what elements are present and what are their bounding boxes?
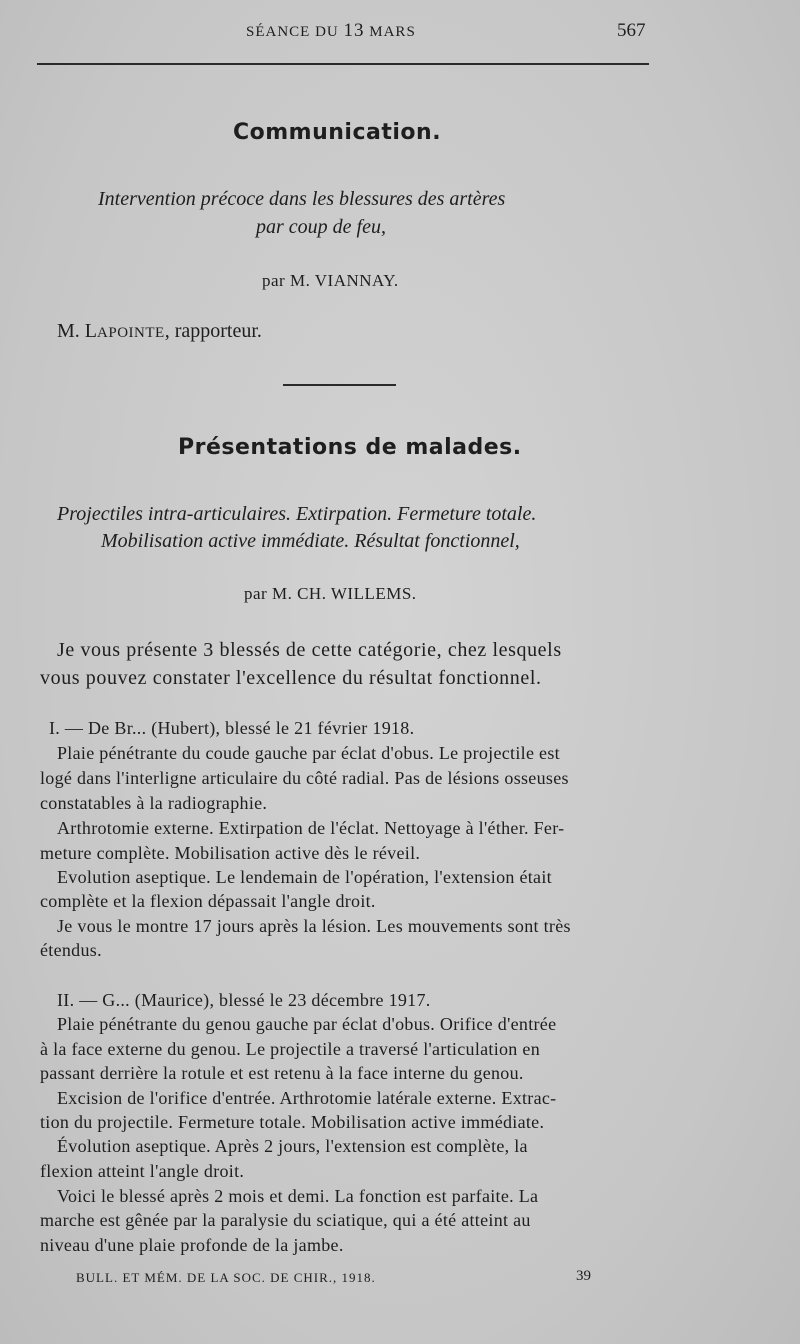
presentations-title-line-1: Projectiles intra-articulaires. Extirpation. Fermeture totale.: [57, 503, 537, 525]
rapporteur-prefix: M.: [57, 320, 85, 342]
header-rule: [37, 63, 649, 65]
case-2-header: II. — G... (Maurice), blessé le 23 décembre 1917.: [57, 990, 431, 1010]
body-line: Evolution aseptique. Le lendemain de l'opération, l'extension était: [57, 867, 552, 887]
body-line: logé dans l'interligne articulaire du côté radial. Pas de lésions osseuses: [40, 768, 569, 788]
presentations-heading: Présentations de malades.: [178, 435, 522, 460]
body-line: niveau d'une plaie profonde de la jambe.: [40, 1235, 344, 1255]
body-line: Je vous présente 3 blessés de cette catégorie, chez lesquels: [57, 639, 562, 661]
body-line: vous pouvez constater l'excellence du résultat fonctionnel.: [40, 667, 542, 689]
body-line: marche est gênée par la paralysie du sciatique, qui a été atteint au: [40, 1210, 531, 1230]
presentations-byline: par M. CH. WILLEMS.: [244, 584, 417, 603]
body-line: à la face externe du genou. Le projectile a traversé l'articulation en: [40, 1039, 540, 1059]
rapporteur-line: [57, 320, 262, 343]
body-line: complète et la flexion dépassait l'angle droit.: [40, 891, 376, 911]
page-number: 567: [617, 20, 646, 41]
body-line: meture complète. Mobilisation active dès le réveil.: [40, 843, 421, 863]
body-line: étendus.: [40, 940, 102, 960]
rapporteur-suffix: , rapporteur.: [164, 320, 262, 342]
footer-signature-number: 39: [576, 1268, 591, 1284]
communication-title-line-1: Intervention précoce dans les blessures des artères: [98, 188, 506, 210]
body-line: tion du projectile. Fermeture totale. Mobilisation active immédiate.: [40, 1112, 545, 1132]
running-head-title: [246, 20, 416, 42]
body-line: Je vous le montre 17 jours après la lésion. Les mouvements sont très: [57, 916, 571, 936]
running-head-suffix: MARS: [364, 24, 416, 40]
body-line: Excision de l'orifice d'entrée. Arthrotomie latérale externe. Extrac-: [57, 1088, 557, 1108]
body-line: Arthrotomie externe. Extirpation de l'éclat. Nettoyage à l'éther. Fer-: [57, 818, 565, 838]
communication-byline: par M. VIANNAY.: [262, 271, 399, 290]
presentations-title-line-2: Mobilisation active immédiate. Résultat fonctionnel,: [101, 530, 520, 552]
running-head: [0, 20, 800, 44]
communication-title-line-2: par coup de feu,: [256, 216, 386, 238]
body-line: Voici le blessé après 2 mois et demi. La fonction est parfaite. La: [57, 1186, 539, 1206]
rapporteur-initial: L: [84, 320, 98, 342]
body-line: Plaie pénétrante du coude gauche par éclat d'obus. Le projectile est: [57, 743, 560, 763]
body-line: constatables à la radiographie.: [40, 793, 268, 813]
case-1-header: I. — De Br... (Hubert), blessé le 21 février 1918.: [49, 718, 415, 738]
body-line: passant derrière la rotule et est retenu à la face interne du genou.: [40, 1063, 524, 1083]
section-divider: [283, 384, 396, 386]
body-line: Évolution aseptique. Après 2 jours, l'extension est complète, la: [57, 1136, 528, 1156]
body-line: Plaie pénétrante du genou gauche par éclat d'obus. Orifice d'entrée: [57, 1014, 557, 1034]
rapporteur-name-caps: APOINTE: [97, 325, 165, 341]
footer-citation: BULL. ET MÉM. DE LA SOC. DE CHIR., 1918.: [76, 1270, 376, 1285]
body-line: flexion atteint l'angle droit.: [40, 1161, 245, 1181]
running-head-day: 13: [343, 20, 365, 41]
running-head-prefix: SÉANCE DU: [246, 24, 344, 40]
communication-heading: Communication.: [233, 120, 442, 145]
